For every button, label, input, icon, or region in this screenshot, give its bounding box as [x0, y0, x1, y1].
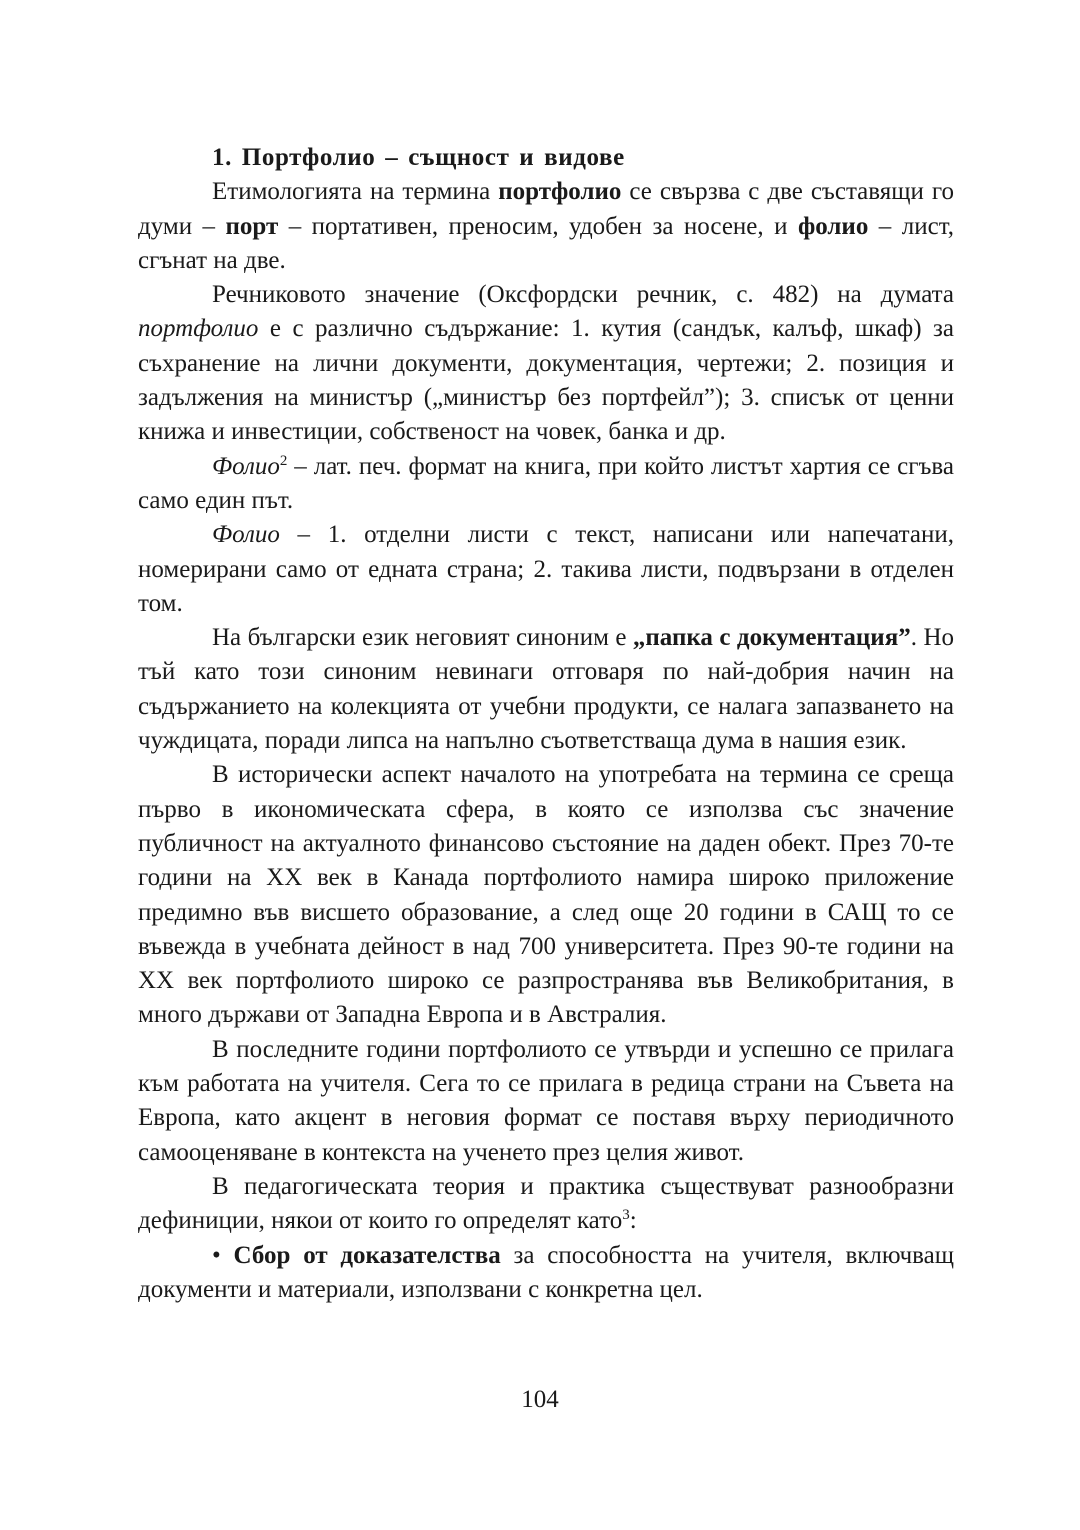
- text-run: се свързва с две съставящи го думи –: [138, 178, 954, 240]
- page-body: [138, 141, 954, 1307]
- paragraph-recent-years: В последните години портфолиото се утвърди и успешно се прилага към работата на учителя. Сега то се прилага в редица страни на Съвета на Европа, като акцент в неговия формат се поставя върху периодичното самооценяване в контекста на ученето през целия живот.: [138, 1035, 954, 1166]
- paragraph-definitions: [138, 1170, 954, 1239]
- text-run: Речниковото значение (Оксфордски речник, с. 482) на думата: [212, 281, 954, 309]
- term-folder-documentation: „папка с документация”: [632, 624, 911, 652]
- text-run: – лист, сгънат на две.: [138, 212, 954, 274]
- text-run: – лат. печ. формат на книга, при който листът хартия се сгъва само един път.: [138, 452, 954, 514]
- paragraph-folio-definition-1: [138, 450, 954, 519]
- term-portfolio-italic: портфолио: [138, 315, 259, 343]
- footnote-ref-2: 2: [279, 452, 288, 469]
- bullet-icon: •: [212, 1241, 234, 1269]
- paragraph-dictionary: [138, 278, 954, 449]
- paragraph-bulgarian-synonym: [138, 621, 954, 758]
- footnote-ref-3: 3: [622, 1207, 630, 1224]
- section-heading: 1. Портфолио – същност и видове: [212, 144, 625, 171]
- text-run: :: [629, 1207, 637, 1235]
- paragraph-folio-definition-2: [138, 518, 954, 621]
- paragraph-history: В исторически аспект началото на употребата на термина се среща първо в икономическата сфера, в която се използва със значение публичност на актуалното финансово състояние на даден обект. През 70-те години на XX век в Канада портфолиото намира широко приложение предимно във висшето образование, а след още 20 години в САЩ то се въвежда в учебната дейност в над 700 университета. През 90-те години на XX век портфолиото широко се разпространява във Великобритания, в много държави от Западна Европа и в Австралия.: [138, 761, 954, 1029]
- term-evidence-collection: Сбор от доказателства: [233, 1241, 501, 1269]
- paragraph-etymology: [138, 175, 954, 278]
- text-run: – портативен, преносим, удобен за носене, и: [278, 212, 798, 240]
- term-folio: фолио: [797, 212, 869, 240]
- text-run: Етимологията на термина: [212, 178, 499, 206]
- term-folio-italic: Фолио: [212, 452, 280, 480]
- bullet-item: [138, 1239, 954, 1308]
- term-folio-italic: Фолио: [212, 521, 280, 549]
- text-run: . Но тъй като този синоним невинаги отговаря по най-добрия начин на съдържанието на колекцията от учебни продукти, се налага запазването на чуждицата, поради липса на напълно съответстваща дума в нашия език.: [138, 624, 954, 755]
- text-run: – 1. отделни листи с текст, написани или напечатани, номерирани само от едната страна; 2. такива листи, подвързани в отделен том.: [138, 521, 954, 617]
- term-portfolio: портфолио: [498, 178, 622, 206]
- text-run: На български език неговият синоним е: [212, 624, 633, 652]
- term-port: порт: [225, 212, 279, 240]
- text-run: В педагогическата теория и практика съществуват разнообразни дефиниции, някои от които го определят като: [138, 1172, 954, 1235]
- text-run: за способността на учителя, включващ документи и материали, използвани с конкретна цел.: [138, 1241, 954, 1303]
- text-run: е с различно съдържание: 1. кутия (сандък, калъф, шкаф) за съхранение на лични документи, документация, чертежи; 2. позиция и задължения на министър („министър без портфейл”); 3. списък от ценни книжа и инвестиции, собственост на човек, банка и др.: [138, 315, 954, 446]
- page-number: 104: [521, 1386, 559, 1413]
